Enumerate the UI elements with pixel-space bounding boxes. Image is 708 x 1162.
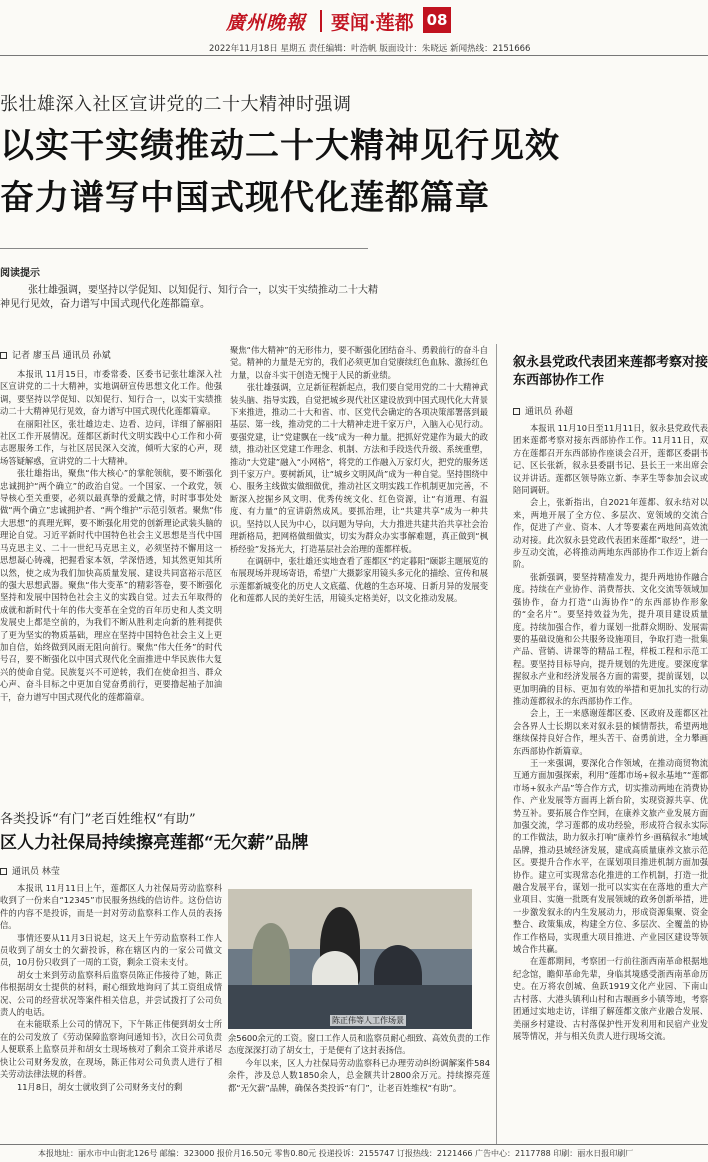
lead-col1-paragraph: 在丽阳社区，张壮雄边走、边看、边问，详细了解丽阳社区工作开展情况。莲都区新时代文明实践中心工作和小荷志愿服务工作，与社区居民深入交流，倾听大家的心声，现场答疑解惑，宣讲党的二十大精神。 <box>0 418 222 466</box>
lead-kicker: 张壮雄深入社区宣讲党的二十大精神时强调 <box>0 94 352 115</box>
second-col1-paragraph: 11月8日，胡女士就收到了公司财务支付的剩 <box>17 1081 183 1092</box>
side-paragraph: 张新强调，要坚持精准发力，提升两地协作融合度。持续在产业协作、消费帮扶、文化交流等领域加强协作，奋力打造“山海协作”的东西部协作形象的“金名片”。要坚持效益为先，提升项目建设质量度。持续加强合作，着力谋划一批群众期盼、发展需要的基础设施和公共服务设施项目，争取打造一批集产品、营销、讲课等的精品工程，样板工程和示范工程。要坚持目标导向，提升规划的先进度。要深度掌握叙永产业和经济发展各方面的需要，提前谋划，以更加明确的目标、更加有效的举措和更加扎实的行动推动莲都叙永的东西部协作工作。 <box>513 571 708 706</box>
masthead-rule <box>0 55 708 56</box>
second-column-1 <box>0 882 222 1140</box>
second-col1-paragraph: 本报讯 11月11日上午，莲都区人力社保局劳动监察科收到了一份来自“12345”市民服务热线的信访件。这份信访件的内容不是投诉，而是一封对劳动监察科工作人员的表扬信。 <box>0 883 222 931</box>
lead-col2-paragraph: 在调研中，张壮雄还实地查看了莲都区“约定暮阳”颐影主题展览的布展现场并现场寄语，希望广大摄影家用镜头多元化的描绘、宣传和展示莲都新城变化的历史人文底蕴、优越的生态环境、日新月异的发展变化和莲都人民的美好生活，用镜头定格美好，以文化推动发展。 <box>230 555 488 604</box>
lead-col1-paragraph: 本报讯 11月15日，市委常委、区委书记张壮雄深入社区宣讲党的二十大精神，实地调研宣传思想文化工作。他强调，要坚持以学促知、以知促行、知行合一，以实干实绩推动二十大精神见行见效，奋力谱写中国式现代化莲都篇章。 <box>0 369 222 417</box>
newspaper-logo: 廣州晚報 <box>226 12 307 34</box>
section-title: 要闻·莲都 <box>331 12 414 34</box>
masthead <box>0 0 708 44</box>
second-col1-paragraph: 胡女士来到劳动监察科后监察员陈正伟接待了她，陈正伟根据胡女士提供的材料，耐心细致地询问了其工资组成情况、公司的经营状况等案件相关信息，并尝试拨打了公司负责人的电话。 <box>0 969 222 1018</box>
side-story-column <box>513 422 708 1138</box>
second-byline-text: 通讯员 林莹 <box>12 867 60 877</box>
side-byline <box>513 404 573 417</box>
masthead-divider <box>320 10 322 32</box>
second-col1-paragraph: 在未能联系上公司的情况下，下午陈正伟便到胡女士所在的公司发放了《劳动保障监察询问通知书》，次日公司负责人便联系上监察员并和胡女士现场核对了剩余工资并承诺尽快让公司财务发放，在现场，陈正伟对公司负责人进行了相关劳动法律法规的科普。 <box>0 1019 222 1080</box>
byline-square-icon <box>0 868 7 875</box>
second-column-2 <box>228 1032 490 1142</box>
lead-byline <box>0 348 111 361</box>
side-byline-text: 通讯员 孙超 <box>525 407 573 417</box>
second-col2-paragraph: 今年以来，区人力社保局劳动监察科已办理劳动纠纷调解案件584余件，涉及总人数1850余人，总金额共计2800余万元。持续擦亮莲都“无欠薪”品牌，确保各类投诉“有门”，让老百姓维权“有助”。 <box>228 1057 490 1093</box>
photo-caption: 陈正伟等人工作场景 <box>332 1016 404 1025</box>
lead-column-1 <box>0 368 222 798</box>
lede-rule <box>0 248 368 249</box>
byline-square-icon <box>513 408 520 415</box>
second-title: 区人力社保局持续擦亮莲都“无欠薪”品牌 <box>0 833 309 853</box>
lead-col2-paragraph: 张壮雄强调，立足新征程新起点，我们要自觉用党的二十大精神武装头脑、指导实践，自觉把城乡现代社区建设放到中国式现代化大背景下来推进，推动二十大和省、市、区党代会确定的各项决策部署落到最基层、第一线，推动党的二十大精神走进千家万户，入脑入心见行动。要强党建，让“党建飘在一线”成为一种力量。把抓好党建作为最大的政绩，推动社区党建工作理念、机制、方法和手段迭代升级、系统重塑，推动“大党建”融入“小网格”，将党的工作融入万家灯火，把党的服务送到千家万户。要树新风，让“城乡文明风尚”成为一种自觉。坚持围绕中心、服务主线做实做细做优，推动社区文明实践工作机制更加完善，不断深入挖掘乡风文明、优秀传统文化、红色资源，让“有道理、有温度、有力量”的宣讲蔚然成风。要抓治理，让“共建共享”成为一种共识。坚持以人民为中心，以问题为导向，大力推进共建共治共享社会治理新格局，把网格做细做实，切实为群众办实事解难题，真正做到“枫桥经验”发扬光大，打造基层社会治理的莲都样板。 <box>230 382 488 554</box>
second-col1-paragraph: 事情还要从11月3日说起，这天上午劳动监察科工作人员收到了胡女士的欠薪投诉，称在辖区内的一家公司做文员，10月份只收到了一周的工资，剩余工资未支付。 <box>0 932 222 968</box>
photo-person <box>252 923 290 993</box>
footer-rule <box>0 1144 708 1145</box>
lead-column-2 <box>230 344 488 794</box>
lede-label: 阅读提示 <box>0 268 40 279</box>
second-byline <box>0 864 60 877</box>
lead-headline-line2: 奋力谱写中国式现代化莲都篇章 <box>0 178 490 218</box>
side-paragraph: 在莲都期间，考察团一行前往浙西南革命根据地纪念馆，瞻仰革命先辈，身临其境感受浙西南革命历史。在万将农创城、鱼跃1919文化产业园、下南山古村落、大港头镇利山村和古堰画乡小镇等地，考察团通过实地走访，详细了解莲都文旅产业融合发展、美丽乡村建设、古村落保护性开发利用和民宿产业发展等情况，并与相关负责人进行现场交流。 <box>513 956 708 1041</box>
side-paragraph: 会上，王一来感谢莲都区委、区政府及莲都区社会各界人士长期以来对叙永县的倾情帮扶，希望两地继续保持良好合作，埋头苦干、奋勇前进，全力攀画东西部协作新篇章。 <box>513 708 708 756</box>
lede-text: 张壮雄强调，要坚持以学促知、以知促行、知行合一，以实干实绩推动二十大精神见行见效，奋力谱写中国式现代化莲都篇章。 <box>0 285 378 310</box>
lead-col2-paragraph: 聚焦“伟大精神”的无形伟力，要不断强化团结奋斗、勇毅前行的奋斗自觉。精神的力量是无穷的，我们必须更加自觉赓续红色血脉、激扬红色力量，以奋斗实干创造无愧于人民的新业绩。 <box>230 345 488 380</box>
column-divider <box>496 344 497 1144</box>
footer-info: 本报地址：丽水市中山街北126号 邮编：323000 报价月16.50元 零售0.80元 投递投诉：2155747 订报热线：2121466 广告中心：2117788 印刷：丽水日报印刷厂 <box>38 1149 634 1158</box>
news-photo <box>228 889 472 1029</box>
side-story-title: 叙永县党政代表团来莲都考察对接东西部协作工作 <box>513 355 708 388</box>
side-paragraph: 本报讯 11月10日至11月11日，叙永县党政代表团来莲都考察对接东西部协作工作。11月11日，双方在莲都召开东西部协作座谈会召开，莲都区委副书记、区长张新，叙永县委副书记、县长王一来出席会议并讲话。莲都区领导陈立新、李茅生等参加会议或陪同调研。 <box>513 423 708 496</box>
side-paragraph: 王一来强调，要深化合作领域，在推动商贸物流互通方面加强探索，利用“莲都市场+叙永基地”“莲都市场+叙永产品”等合作方式，切实推动两地在消费协作、产业发展等方面再上新台阶，实现资源共享、优势互补。要拓展合作空间，在康养文旅产业发展方面加强交流，学习莲都的成功经验，形成符合叙永实际的工作做法，助力叙永打响“康养竹乡·画稿叙永”地域品牌，推动县域经济发展，建成高质量康养文旅示范区。要提升合作水平，在谋划项目推进机制方面加强协作。建立可实现常态化推进的工作机制，打造一批融合发展平台，谋划一批可以实实在在落地的重大产业项目、实施一批既有发展领域的政务创新举措，进一步激发叙永的内生发展动力，形成资源集聚、资金整合、政策集成，构建全方位、多层次、全覆盖的协作工作格局，实现重大项目推进、产业园区建设等领域合作共赢。 <box>513 757 708 955</box>
issue-info: 2022年11月18日 星期五 责任编辑：叶浩帆 版面设计：朱晓远 新闻热线：2151666 <box>209 44 531 54</box>
side-paragraph: 会上，张新指出，自2021年莲都、叙永结对以来，两地开展了全方位、多层次、宽领域的交流合作，促进了产业、资本、人才等要素在两地间高效流动对接。此次叙永县党政代表团来莲都“取经”，进一步互动交流，必将推动两地东西部协作工作迈上新台阶。 <box>513 497 708 570</box>
second-kicker: 各类投诉“有门”老百姓维权“有助” <box>0 812 196 827</box>
byline-square-icon <box>0 352 7 359</box>
second-col2-paragraph: 余5600余元的工资。窗口工作人员和监察员耐心细致、高效负责的工作态度深深打动了胡女士，于是便有了这封表扬信。 <box>228 1033 490 1056</box>
page-number: 08 <box>423 7 451 33</box>
lead-headline-line1: 以实干实绩推动二十大精神见行见效 <box>0 126 560 166</box>
lead-byline-text: 记者 廖玉昌 通讯员 孙斌 <box>12 351 111 361</box>
lead-col1-paragraph: 张壮雄指出，聚焦“伟大核心”的掌舵领航，要不断强化忠诚拥护“两个确立”的政治自觉。一个国家、一个政党，领导核心至关重要，必须以最真挚的爱戴之情，时时事事处处做“两个确立”忠诚拥护者、“两个维护”示范引领者。聚焦“伟大思想”的真理光辉，要不断强化用党的创新理论武装头脑的理论自觉。习近平新时代中国特色社会主义思想是当代中国马克思主义、二十一世纪马克思主义，必须坚持不懈用这一思想凝心铸魂，把握看家本领，学深悟透，知其然更知其所以然，使之成为我们加快高质量发展、建设共同富裕示范区的强大思想武器。聚焦“伟大变革”的精彩答卷，要不断强化坚持和发展中国特色社会主义的实践自觉。过去五年取得的成就和新时代十年的伟大变革在全党的百年历史和人类文明发展史上都是空前的，为我们不断从胜利走向新的胜利提供了更为坚实的物质基础，理应在坚持中国特色社会主义上更加自信，始终做到风雨无阻向前行。聚焦“伟大任务”的时代号召，要不断强化以中国式现代化全面推进中华民族伟大复兴的使命自觉。民族复兴不可逆转，我们在使命担当、群众心声、奋斗目标之中更加自觉奋勇前行，更要撸起袖子加油干，奋力谱写中国式现代化的莲都篇章。 <box>0 468 222 702</box>
